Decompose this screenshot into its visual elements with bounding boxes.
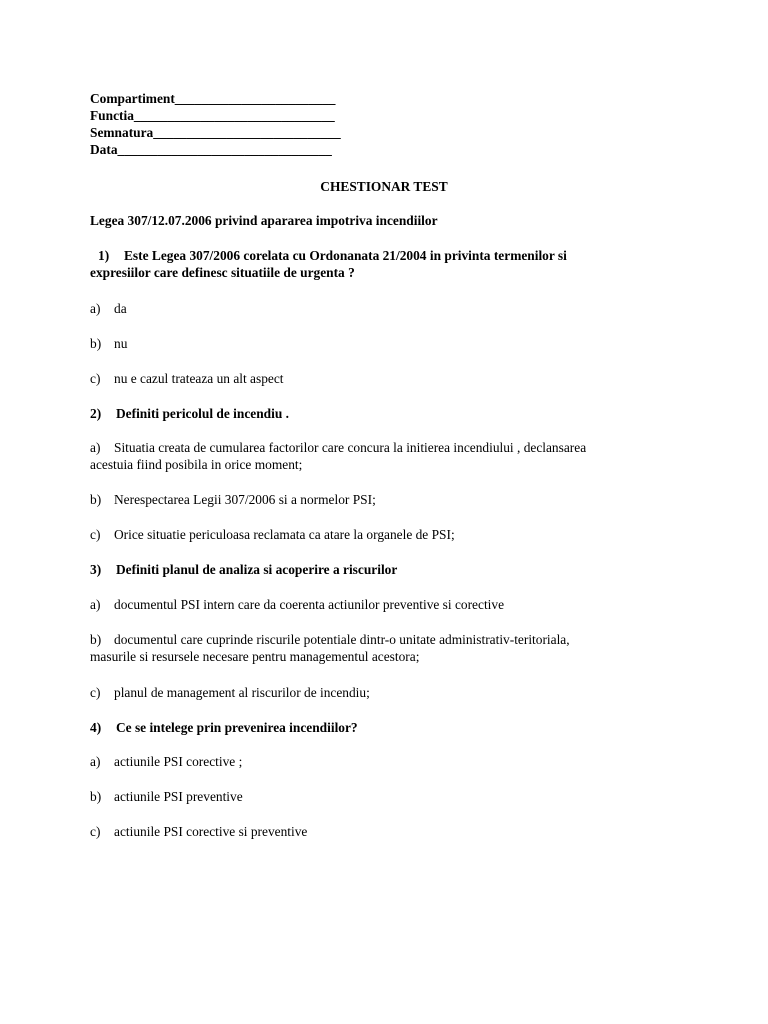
document-title: CHESTIONAR TEST [320,179,448,194]
option-letter: b) [90,336,102,351]
question-3 [90,561,397,578]
question-number: 3) [90,562,102,577]
question-number: 2) [90,406,102,421]
option-1b [90,335,127,352]
option-2c [90,526,455,543]
option-letter: b) [90,492,102,507]
question-4 [90,719,358,736]
question-2 [90,405,289,422]
option-letter: a) [90,597,101,612]
question-text: Ce se intelege prin prevenirea incendiilor? [116,720,358,735]
question-text: Definiti planul de analiza si acoperire a riscurilor [116,562,398,577]
option-letter: b) [90,632,102,647]
option-text: Orice situatie periculoasa reclamata ca atare la organele de PSI; [114,527,455,542]
question-text: Definiti pericolul de incendiu . [116,406,289,421]
question-text: Este Legea 307/2006 corelata cu Ordonanata 21/2004 in privinta termenilor si [124,248,567,263]
option-letter: a) [90,754,101,769]
option-letter: a) [90,440,101,455]
option-letter: c) [90,527,101,542]
option-text: nu e cazul trateaza un alt aspect [114,371,284,386]
question-1 [98,247,567,264]
option-1c [90,370,284,387]
option-3b [90,631,570,648]
question-number: 4) [90,720,102,735]
option-2a-line2: acestuia fiind posibila in orice moment; [90,457,303,472]
law-reference: Legea 307/12.07.2006 privind apararea impotriva incendiilor [90,213,438,228]
option-letter: c) [90,685,101,700]
option-letter: c) [90,371,101,386]
option-text: actiunile PSI corective ; [114,754,243,769]
option-text: Situatia creata de cumularea factorilor care concura la initierea incendiului , declansarea [114,440,587,455]
header-data: Data________________________________ [90,142,332,157]
option-2b [90,491,376,508]
option-2a [90,439,586,456]
option-text: Nerespectarea Legii 307/2006 si a normelor PSI; [114,492,376,507]
option-text: planul de management al riscurilor de incendiu; [114,685,370,700]
option-letter: c) [90,824,101,839]
option-3a [90,596,504,613]
question-number: 1) [98,248,110,263]
option-4c [90,823,307,840]
header-compartiment: Compartiment________________________ [90,91,336,106]
option-1a [90,300,127,317]
option-text: nu [114,336,128,351]
question-1-line2: expresiilor care definesc situatiile de urgenta ? [90,265,355,280]
option-3b-line2: masurile si resursele necesare pentru managementul acestora; [90,649,420,664]
option-text: actiunile PSI corective si preventive [114,824,308,839]
option-4a [90,753,242,770]
header-functia: Functia______________________________ [90,108,335,123]
option-text: documentul care cuprinde riscurile potentiale dintr-o unitate administrativ-teritoriala, [114,632,570,647]
option-letter: a) [90,301,101,316]
option-text: documentul PSI intern care da coerenta actiunilor preventive si corective [114,597,505,612]
option-3c [90,684,370,701]
header-semnatura: Semnatura____________________________ [90,125,341,140]
option-text: actiunile PSI preventive [114,789,243,804]
option-letter: b) [90,789,102,804]
option-4b [90,788,243,805]
option-text: da [114,301,127,316]
